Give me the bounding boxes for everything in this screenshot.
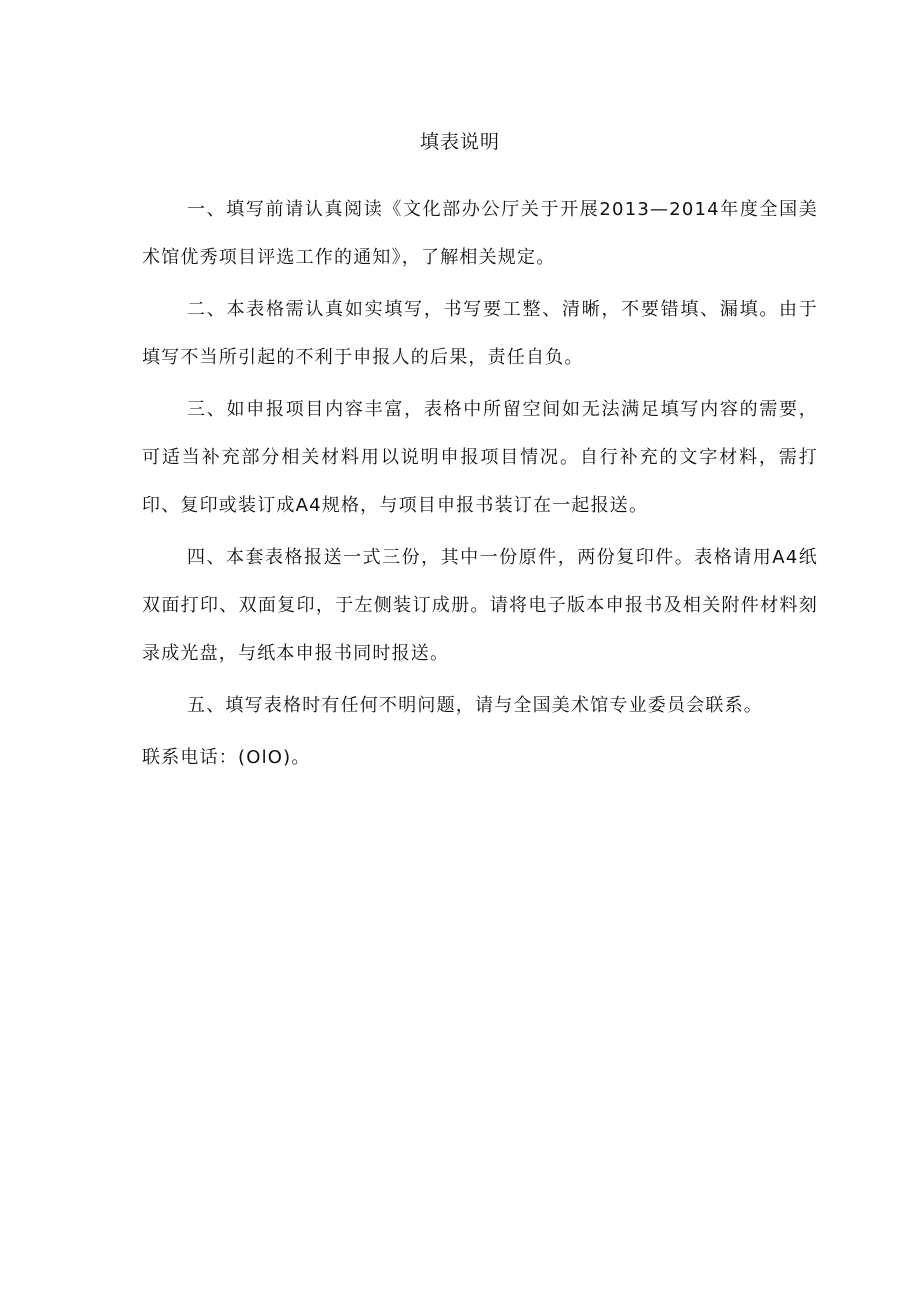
instruction-paragraph-5: 五、填写表格时有任何不明问题，请与全国美术馆专业委员会联系。: [187, 695, 763, 716]
instruction-paragraph-1: 一、填写前请认真阅读《文化部办公厅关于开展2013—2014年度全国美术馆优秀项目评选工作的通知》，了解相关规定。: [142, 199, 818, 268]
instruction-paragraph-3: 三、如申报项目内容丰富，表格中所留空间如无法满足填写内容的需要，可适当补充部分相关材料用以说明申报项目情况。自行补充的文字材料，需打印、复印或装订成A4规格，与项目申报书装订在一起报送。: [142, 399, 818, 516]
instructions-body: [142, 186, 818, 782]
instruction-paragraph-4: 四、本套表格报送一式三份，其中一份原件，两份复印件。表格请用A4纸双面打印、双面复印，于左侧装订成册。请将电子版本申报书及相关附件材料刻录成光盘，与纸本申报书同时报送。: [142, 547, 818, 664]
instruction-paragraph-2: 二、本表格需认真如实填写，书写要工整、清晰，不要错填、漏填。由于填写不当所引起的不利于申报人的后果，责任自负。: [142, 299, 818, 368]
page-title: 填表说明: [419, 131, 500, 153]
contact-phone-line: 联系电话：(OlO)。: [142, 747, 311, 768]
